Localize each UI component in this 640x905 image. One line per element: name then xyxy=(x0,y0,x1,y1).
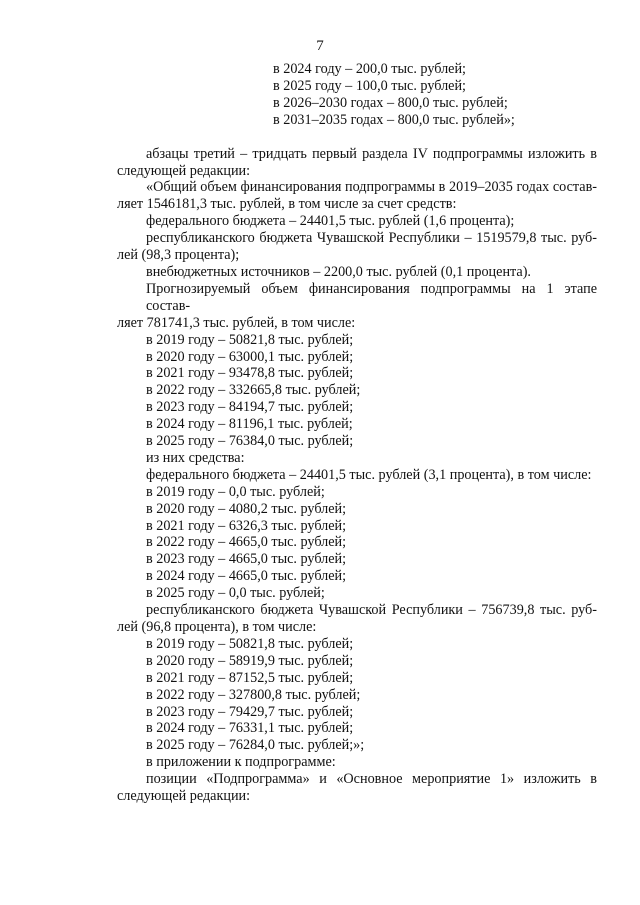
paragraph-line: внебюджетных источников – 2200,0 тыс. рублей (0,1 процента). xyxy=(146,263,531,280)
list-item: в 2021 году – 93478,8 тыс. рублей; xyxy=(146,365,354,382)
list-item: в 2022 году – 327800,8 тыс. рублей; xyxy=(146,686,361,703)
paragraph-line: позиции «Подпрограмма» и «Основное мероприятие 1» изложить в xyxy=(146,771,597,788)
list-item: в 2020 году – 58919,9 тыс. рублей; xyxy=(146,652,354,669)
paragraph-line: в приложении к подпрограмме: xyxy=(146,754,336,771)
page-number: 7 xyxy=(316,38,324,54)
list-item: в 2024 году – 81196,1 тыс. рублей; xyxy=(146,416,353,433)
list-item: в 2025 году – 0,0 тыс. рублей; xyxy=(146,585,325,602)
paragraph-line: федерального бюджета – 24401,5 тыс. рублей (3,1 процента), в том числе: xyxy=(146,466,592,483)
paragraph-line: «Общий объем финансирования подпрограммы в 2019–2035 годах состав- xyxy=(146,179,597,196)
paragraph-line: федерального бюджета – 24401,5 тыс. рублей (1,6 процента); xyxy=(146,213,515,230)
paragraph-line: республиканского бюджета Чувашской Республики – 1519579,8 тыс. руб- xyxy=(146,230,597,247)
list-item: в 2023 году – 79429,7 тыс. рублей; xyxy=(146,703,354,720)
paragraph-line: республиканского бюджета Чувашской Республики – 756739,8 тыс. руб- xyxy=(146,602,597,619)
list-item: в 2031–2035 годах – 800,0 тыс. рублей»; xyxy=(273,111,515,128)
paragraph-line: Прогнозируемый объем финансирования подпрограммы на 1 этапе состав- xyxy=(146,280,597,314)
list-item: в 2024 году – 76331,1 тыс. рублей; xyxy=(146,720,354,737)
document-body xyxy=(117,61,597,805)
list-item: в 2019 году – 50821,8 тыс. рублей; xyxy=(146,635,354,652)
list-item: в 2023 году – 4665,0 тыс. рублей; xyxy=(146,551,347,568)
paragraph-line: ляет 1546181,3 тыс. рублей, в том числе за счет средств: xyxy=(117,196,457,213)
paragraph-line: лей (96,8 процента), в том числе: xyxy=(117,619,317,635)
list-item: в 2019 году – 50821,8 тыс. рублей; xyxy=(146,331,354,348)
paragraph-line: следующей редакции: xyxy=(117,788,251,805)
list-item: в 2025 году – 76284,0 тыс. рублей;»; xyxy=(146,737,365,754)
list-item: в 2023 году – 84194,7 тыс. рублей; xyxy=(146,399,354,416)
list-item: в 2026–2030 годах – 800,0 тыс. рублей; xyxy=(273,94,508,111)
list-item: в 2025 году – 76384,0 тыс. рублей; xyxy=(146,433,354,450)
list-item: в 2022 году – 332665,8 тыс. рублей; xyxy=(146,382,361,399)
paragraph-line: лей (98,3 процента); xyxy=(117,247,240,264)
list-item: в 2024 году – 4665,0 тыс. рублей; xyxy=(146,568,347,585)
paragraph-line: следующей редакции: xyxy=(117,162,251,179)
top-year-list xyxy=(273,61,597,129)
list-item: в 2020 году – 4080,2 тыс. рублей; xyxy=(146,500,347,517)
list-item: в 2025 году – 100,0 тыс. рублей; xyxy=(273,77,466,94)
spacer xyxy=(117,129,597,146)
list-item: в 2022 году – 4665,0 тыс. рублей; xyxy=(146,534,347,551)
list-item: в 2019 году – 0,0 тыс. рублей; xyxy=(146,483,325,500)
list-item: в 2021 году – 6326,3 тыс. рублей; xyxy=(146,517,347,534)
paragraph-line: ляет 781741,3 тыс. рублей, в том числе: xyxy=(117,314,356,331)
paragraph-line: из них средства: xyxy=(146,449,245,466)
list-item: в 2020 году – 63000,1 тыс. рублей; xyxy=(146,348,354,365)
list-item: в 2021 году – 87152,5 тыс. рублей; xyxy=(146,669,354,686)
list-item: в 2024 году – 200,0 тыс. рублей; xyxy=(273,61,466,77)
paragraph-line: абзацы третий – тридцать первый раздела IV подпрограммы изложить в xyxy=(146,145,597,162)
